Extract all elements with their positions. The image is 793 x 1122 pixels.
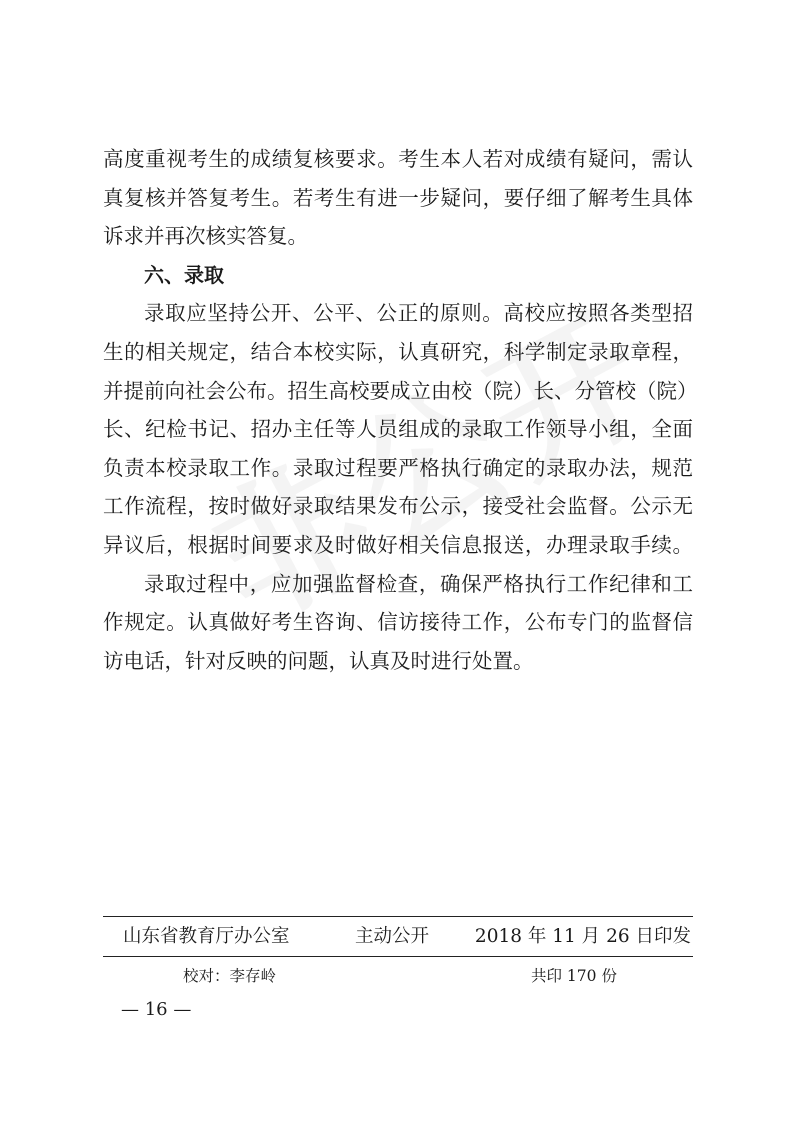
paragraph-line: 访电话，针对反映的问题，认真及时进行处置。 <box>103 648 534 673</box>
paragraph-line: 作规定。认真做好考生咨询、信访接待工作，公布专门的监督信 <box>103 610 693 635</box>
proofreader: 校对：李存岭 <box>183 967 277 985</box>
body-line: 真复核并答复考生。若考生有进一步疑问，要仔细了解考生具体 <box>103 185 693 210</box>
print-copies: 共印 170 份 <box>531 967 617 985</box>
paragraph-line: 异议后，根据时间要求及时做好相关信息报送，办理录取手续。 <box>103 532 693 557</box>
section-heading: 六、录取 <box>144 262 224 287</box>
paragraph-line: 录取过程中，应加强监督检查，确保严格执行工作纪律和工 <box>144 571 693 596</box>
footer-issue-row <box>103 922 693 952</box>
footer-bottom-rule <box>103 956 693 957</box>
paragraph-line: 负责本校录取工作。录取过程要严格执行确定的录取办法，规范 <box>103 455 693 480</box>
paragraph-line: 生的相关规定，结合本校实际，认真研究，科学制定录取章程， <box>103 339 693 364</box>
paragraph-line: 录取应坚持公开、公平、公正的原则。高校应按照各类型招 <box>144 301 693 326</box>
disclosure-status: 主动公开 <box>355 926 430 947</box>
paragraph-line: 长、纪检书记、招办主任等人员组成的录取工作领导小组，全面 <box>103 417 693 442</box>
document-body <box>103 140 698 680</box>
paragraph-line: 并提前向社会公布。招生高校要成立由校（院）长、分管校（院） <box>103 378 698 403</box>
footer-print-row <box>103 962 693 990</box>
page-number: — 16 — <box>121 999 192 1020</box>
paragraph-line: 工作流程，按时做好录取结果发布公示，接受社会监督。公示无 <box>103 494 693 519</box>
footer-top-rule <box>103 916 693 917</box>
body-line: 诉求并再次核实答复。 <box>103 224 308 249</box>
issuer: 山东省教育厅办公室 <box>123 926 290 947</box>
body-line: 高度重视考生的成绩复核要求。考生本人若对成绩有疑问，需认 <box>103 147 693 171</box>
issue-date: 2018 年 11 月 26 日印发 <box>474 926 691 947</box>
